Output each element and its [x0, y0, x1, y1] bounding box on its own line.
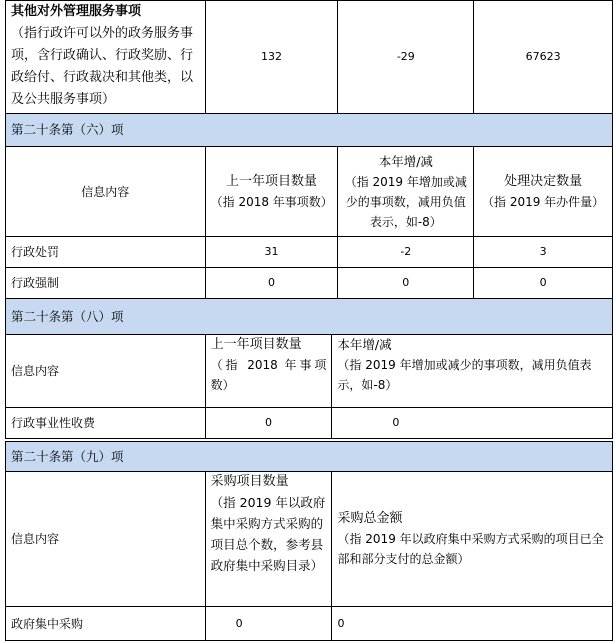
table-row	[6, 607, 613, 641]
row-label-detail: （指行政许可以外的政务服务事项，含行政确认、行政奖励、行政给付、行政裁决和其他类，以及公共服务事项）	[11, 26, 194, 107]
header-note: （指 2019 年办件量）	[482, 194, 605, 209]
row-label: 行政强制	[6, 268, 206, 299]
cell-value: 0	[338, 268, 474, 299]
header-cell	[338, 147, 474, 237]
row-label: 政府集中采购	[6, 607, 206, 641]
cell-value: 0	[205, 268, 338, 299]
header-cell	[332, 472, 613, 607]
cell-value: 132	[205, 1, 338, 114]
table-header-row	[6, 147, 613, 237]
cell-value: 31	[205, 237, 338, 268]
row-label-other-services	[6, 1, 206, 114]
info-content-label: 信息内容	[6, 147, 206, 237]
header-cell	[332, 335, 613, 408]
row-label: 行政事业性收费	[6, 408, 206, 439]
header-title: 上一年项目数量	[226, 173, 318, 189]
header-note: （指 2019 年增加或减少的事项数，减用负值表示，如-8）	[344, 174, 467, 229]
header-cell	[474, 147, 613, 237]
table-row-other-services	[6, 1, 613, 114]
cell-value: -29	[338, 1, 474, 114]
info-content-label: 信息内容	[6, 472, 206, 607]
cell-value: 0	[205, 607, 332, 641]
section-title: 第二十条第（六）项	[6, 114, 613, 147]
section-title: 第二十条第（八）项	[6, 299, 613, 335]
row-label-title: 其他对外管理服务事项	[11, 4, 142, 19]
header-note: （指 2019 年以政府集中采购方式采购的项目已全部和部分支付的总金额）	[337, 532, 604, 566]
header-note: （指 2018 年事项数）	[210, 194, 333, 209]
header-title: 本年增/减	[378, 153, 433, 169]
table-header-row	[6, 472, 613, 607]
table-row	[6, 237, 613, 268]
header-title: 采购项目数量	[210, 474, 289, 489]
table-header-row	[6, 335, 613, 408]
table-row	[6, 408, 613, 439]
section-band-8	[6, 299, 613, 335]
header-title: 本年增/减	[337, 337, 392, 352]
section-band-6	[6, 114, 613, 147]
disclosure-table-top	[5, 0, 613, 299]
row-label: 行政处罚	[6, 237, 206, 268]
header-title: 处理决定数量	[504, 173, 583, 189]
cell-value: 3	[474, 237, 613, 268]
cell-value: 0	[474, 268, 613, 299]
header-note: （指 2019 年以政府集中采购方式采购的项目总个数，参考县政府集中采购目录）	[210, 495, 326, 573]
table-row	[6, 268, 613, 299]
header-note: （指 2019 年增加或减少的事项数，减用负值表示，如-8）	[337, 358, 592, 392]
header-note: （指 2018 年事项数）	[210, 358, 327, 392]
info-content-label: 信息内容	[6, 335, 206, 408]
header-cell	[205, 472, 332, 607]
cell-value: 0	[332, 408, 613, 439]
cell-value: 0	[205, 408, 332, 439]
header-title: 上一年项目数量	[210, 337, 302, 352]
section-title: 第二十条第（九）项	[6, 442, 613, 472]
header-cell	[205, 147, 338, 237]
header-title: 采购总金额	[337, 511, 403, 526]
cell-value: 0	[332, 607, 613, 641]
cell-value: 67623	[474, 1, 613, 114]
disclosure-table-section-8	[5, 298, 613, 439]
disclosure-table-section-9	[5, 441, 613, 641]
cell-value: -2	[338, 237, 474, 268]
header-cell	[205, 335, 332, 408]
section-band-9	[6, 442, 613, 472]
